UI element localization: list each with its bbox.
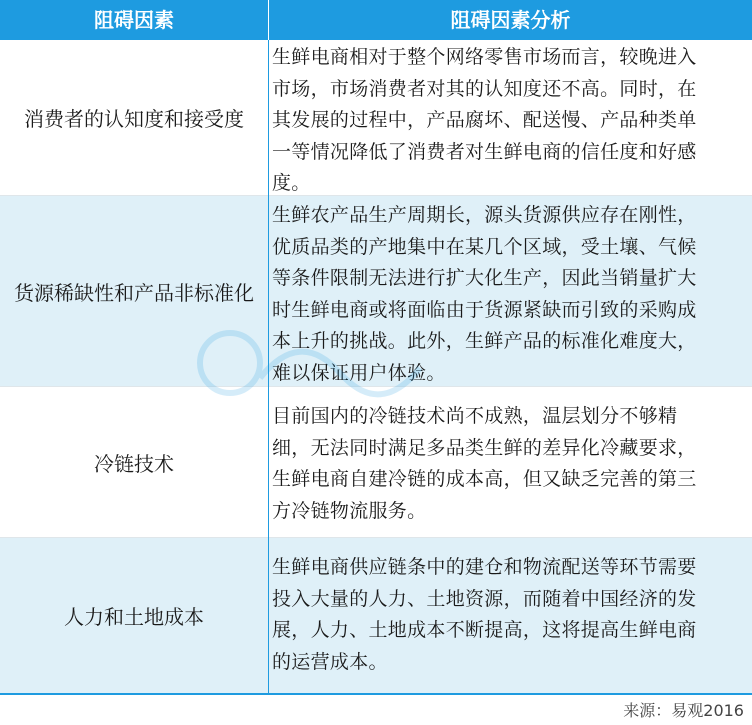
analysis-line: 难以保证用户体验。	[272, 361, 446, 384]
analysis-line: 细，无法同时满足多品类生鲜的差异化冷藏要求，	[272, 436, 697, 459]
analysis-line: 时生鲜电商或将面临由于货源紧缺而引致的采购成	[272, 298, 697, 321]
analysis-line: 市场，市场消费者对其的认知度还不高。同时，在	[272, 77, 697, 100]
table-row	[0, 387, 752, 537]
analysis-line: 度。	[272, 172, 311, 194]
analysis-line: 投入大量的人力、土地资源，而随着中国经济的发	[272, 587, 697, 610]
header-factor: 阻碍因素	[94, 8, 174, 32]
analysis-line: 的运营成本。	[272, 650, 388, 673]
factor-analysis	[272, 200, 742, 389]
factor-analysis	[272, 401, 742, 527]
header-analysis: 阻碍因素分析	[450, 8, 571, 32]
analysis-line: 生鲜农产品生产周期长，源头货源供应存在刚性，	[272, 204, 697, 226]
analysis-line: 方冷链物流服务。	[272, 499, 427, 522]
table-row	[0, 40, 752, 195]
factor-name: 货源稀缺性和产品非标准化	[14, 280, 254, 305]
analysis-line: 目前国内的冷链技术尚不成熟，温层划分不够精	[272, 405, 678, 427]
analysis-line: 等条件限制无法进行扩大化生产，因此当销量扩大	[272, 267, 697, 289]
column-divider	[268, 40, 269, 693]
factor-name: 人力和土地成本	[64, 605, 204, 629]
factor-name: 冷链技术	[94, 451, 174, 476]
table-row	[0, 196, 752, 386]
analysis-line: 生鲜电商自建冷链的成本高，但又缺乏完善的第三	[272, 468, 697, 490]
factor-analysis	[272, 42, 742, 200]
factor-analysis	[272, 552, 742, 678]
analysis-line: 生鲜电商供应链条中的建仓和物流配送等环节需要	[272, 556, 697, 578]
analysis-line: 生鲜电商相对于整个网络零售市场而言，较晚进入	[272, 46, 697, 68]
table-bottom-border	[0, 693, 752, 695]
analysis-line: 其发展的过程中，产品腐坏、配送慢、产品种类单	[272, 109, 697, 131]
table-row	[0, 538, 752, 693]
analysis-line: 本上升的挑战。此外，生鲜产品的标准化难度大，	[272, 330, 697, 352]
analysis-line: 一等情况降低了消费者对生鲜电商的信任度和好感	[272, 140, 697, 163]
analysis-line: 展，人力、土地成本不断提高，这将提高生鲜电商	[272, 619, 697, 641]
source-note: 来源：易观2016	[623, 701, 744, 720]
analysis-line: 优质品类的产地集中在某几个区域，受土壤、气候	[272, 235, 697, 258]
table-header	[0, 0, 752, 40]
factor-name: 消费者的认知度和接受度	[24, 107, 244, 131]
